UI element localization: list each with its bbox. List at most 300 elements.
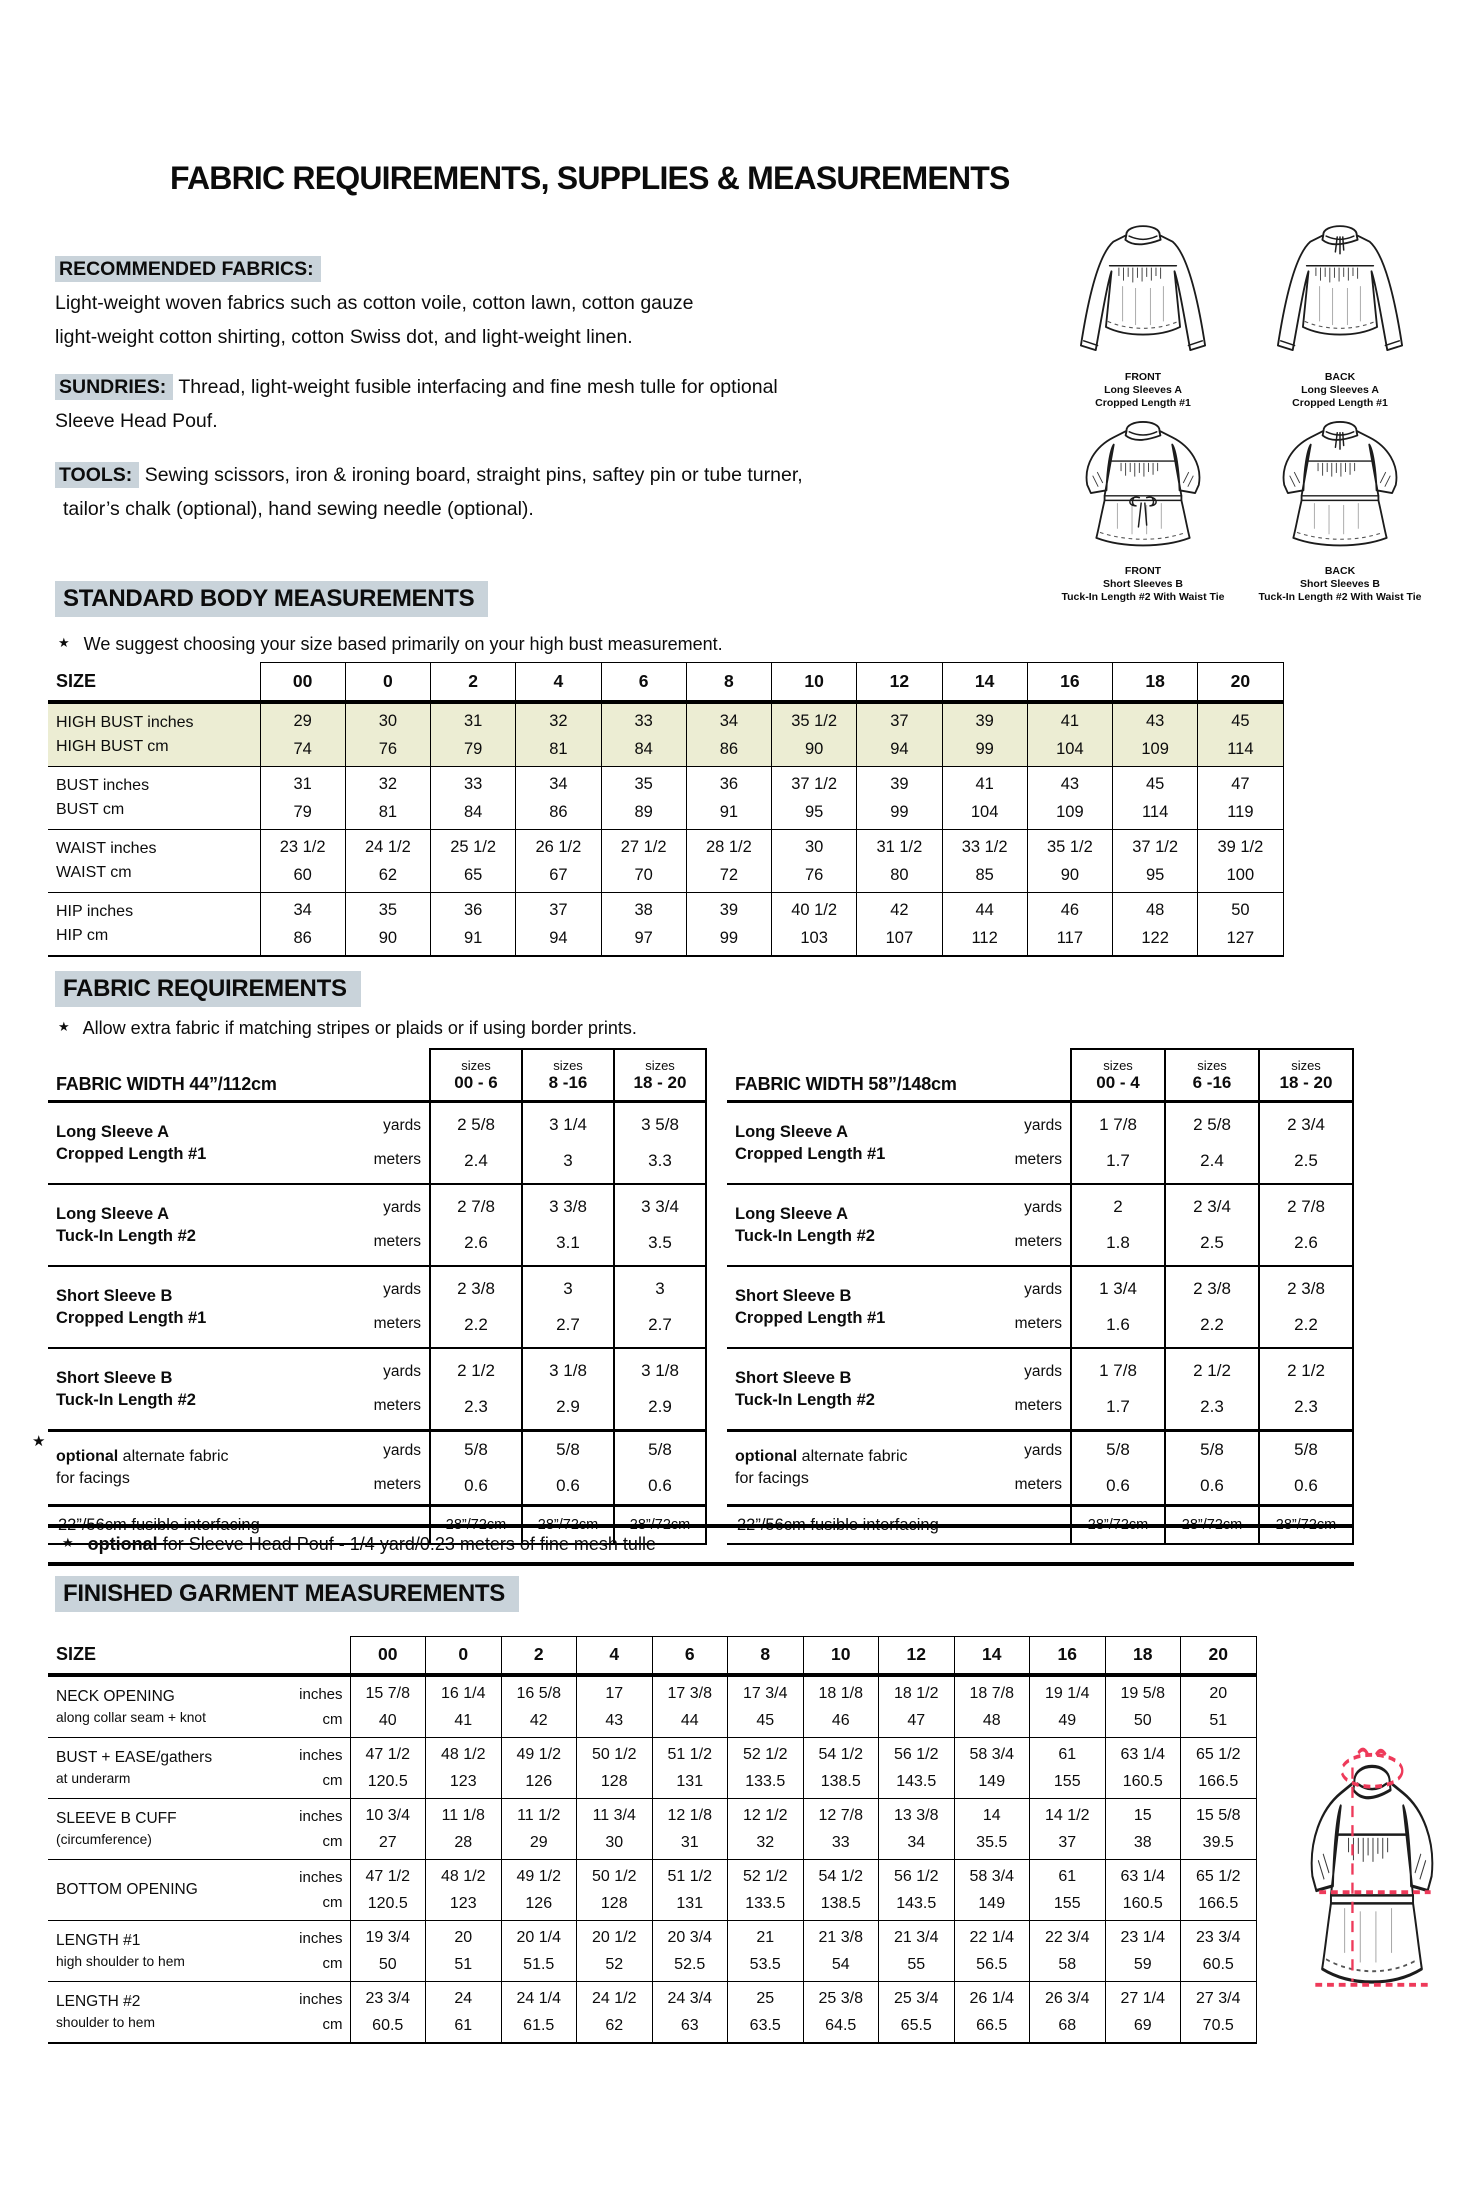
garment-value-cell: [1030, 1737, 1106, 1798]
garment-value-cell: [501, 1981, 577, 2043]
finished-garment-measurements-table: [48, 1636, 1257, 2044]
sketch-style-label: Short Sleeves B: [1300, 578, 1380, 590]
inches-value: 27 3/4: [1196, 1989, 1241, 2007]
size-header-cell: 20: [1181, 1637, 1257, 1675]
meters-value: 0.6: [556, 1476, 580, 1495]
fabric-value-cell: [614, 1431, 706, 1506]
interfacing-value: 28”/72cm: [1087, 1517, 1149, 1533]
cm-value: 104: [1056, 740, 1084, 758]
fabric-value-cell: [1259, 1184, 1353, 1266]
fabric-row-label: [48, 1431, 366, 1506]
inches-value: 37: [890, 712, 909, 730]
garment-row-label-line1: LENGTH #2: [56, 1992, 141, 2010]
cm-value: 91: [719, 803, 739, 821]
inches-value: 28 1/2: [705, 838, 752, 856]
meters-value: 3.3: [648, 1151, 672, 1170]
fabric-value-cell: [1071, 1184, 1165, 1266]
meters-value: 2.9: [648, 1397, 672, 1416]
garment-row-label-line2: high shoulder to hem: [56, 1953, 185, 1969]
meters-value: 2.2: [1294, 1315, 1318, 1334]
fabric-value-cell: [522, 1348, 614, 1431]
size-group-header-cell: [430, 1049, 522, 1102]
garment-value-cell: [1105, 1981, 1181, 2043]
cm-value: 155: [1053, 1772, 1081, 1790]
size-header-cell: 14: [942, 663, 1027, 703]
garment-value-cell: [577, 1675, 653, 1738]
cm-value: 117: [1056, 929, 1084, 947]
cm-value: 58: [1058, 1955, 1077, 1973]
cm-unit-label: cm: [322, 1832, 343, 1850]
garment-value-cell: [577, 1737, 653, 1798]
size-header-row: [48, 1637, 1256, 1675]
tools-block: [55, 458, 803, 526]
inches-value: 24: [454, 1989, 473, 2007]
garment-value-cell: [652, 1737, 728, 1798]
garment-value-cell: [652, 1859, 728, 1920]
cm-value: 86: [293, 929, 312, 947]
fabric-requirements-table: [727, 1048, 1354, 1545]
sketch-back-short-sleeves: [1240, 408, 1440, 604]
interfacing-value: 28”/72cm: [1275, 1517, 1337, 1533]
fabric-value-cell: [522, 1431, 614, 1506]
inches-value: 14: [982, 1806, 1001, 1824]
fabric-row: [727, 1184, 1353, 1266]
fabric-row-label: [727, 1102, 1007, 1185]
yards-unit-label: yards: [383, 1363, 421, 1380]
fabric-row-label-line2: Cropped Length #1: [56, 1309, 207, 1327]
meters-unit-label: meters: [1014, 1397, 1062, 1414]
inches-value: 20 1/4: [516, 1928, 561, 1946]
measurement-row: [48, 702, 1283, 767]
size-header-label: SIZE: [48, 663, 260, 703]
garment-value-cell: [803, 1859, 879, 1920]
interfacing-value: 28”/72cm: [537, 1517, 599, 1533]
cm-unit-label: cm: [322, 1893, 343, 1911]
unit-labels-cell: [254, 1859, 350, 1920]
garment-value-cell: [1105, 1798, 1181, 1859]
meters-unit-label: meters: [373, 1233, 421, 1250]
cm-value: 35.5: [976, 1833, 1008, 1851]
inches-value: 40 1/2: [791, 901, 838, 919]
fabric-value-cell: [1259, 1102, 1353, 1185]
cm-value: 70: [634, 866, 653, 884]
sketch-front-long-sleeves: [1043, 212, 1243, 410]
unit-labels-cell: [1007, 1266, 1071, 1348]
garment-row-label-line1: SLEEVE B CUFF: [56, 1809, 177, 1827]
garment-value-cell: [501, 1920, 577, 1981]
cm-value: 30: [605, 1833, 624, 1851]
fabric-value-cell: [1071, 1266, 1165, 1348]
measurement-value-cell: [601, 702, 686, 767]
garment-value-cell: [577, 1920, 653, 1981]
inches-value: 25 1/2: [450, 838, 497, 856]
fabric-row-label-line2: for facings: [56, 1470, 130, 1487]
cm-value: 90: [378, 929, 398, 947]
sundries-label: SUNDRIES:: [55, 374, 173, 400]
fabric-row-label-line2: for facings: [735, 1470, 809, 1487]
fabric-row-label-line2: Cropped Length #1: [735, 1309, 886, 1327]
meters-value: 1.6: [1106, 1315, 1130, 1334]
cm-value: 107: [885, 929, 914, 947]
cm-value: 55: [907, 1955, 926, 1973]
cm-value: 61: [454, 2016, 473, 2034]
garment-value-cell: [426, 1675, 502, 1738]
fabric-row-label: [48, 1348, 366, 1431]
cm-value: 65.5: [900, 2016, 932, 2034]
cm-value: 62: [378, 866, 398, 884]
fabric-row-label: [727, 1348, 1007, 1431]
size-group-label: 00 - 4: [1096, 1073, 1140, 1092]
fabric-value-cell: [1165, 1348, 1259, 1431]
size-header-cell: 0: [345, 663, 430, 703]
inches-value: 44: [975, 901, 994, 919]
fabric-row-label-line2: Cropped Length #1: [735, 1145, 886, 1163]
cm-value: 149: [978, 1772, 1006, 1790]
sundries-line1: Thread, light-weight fusible interfacing and fine mesh tulle for optional: [178, 376, 778, 398]
measurement-value-cell: [1113, 767, 1198, 830]
yards-value: 5/8: [1106, 1440, 1130, 1459]
unit-labels-cell: [1007, 1431, 1071, 1506]
sundries-line2: Sleeve Head Pouf.: [55, 410, 218, 432]
inches-value: 43: [1145, 712, 1165, 730]
inches-value: 22 3/4: [1045, 1928, 1090, 1946]
inches-value: 25 3/4: [894, 1989, 939, 2007]
cm-value: 63.5: [749, 2016, 781, 2034]
cm-value: 28: [454, 1833, 473, 1851]
yards-unit-label: yards: [1024, 1199, 1062, 1216]
label-cm-line: WAIST cm: [56, 864, 132, 881]
size-group-label: 8 -16: [548, 1073, 588, 1092]
inches-value: 16 1/4: [441, 1684, 486, 1702]
meters-value: 3: [563, 1151, 573, 1170]
cm-value: 95: [804, 803, 824, 821]
inches-value: 23 1/4: [1120, 1928, 1165, 1946]
measurement-value-cell: [516, 830, 601, 893]
cm-value: 133.5: [745, 1894, 786, 1912]
garment-value-cell: [803, 1920, 879, 1981]
inches-value: 24 1/2: [592, 1989, 637, 2007]
interfacing-label: 22”/56cm fusible interfacing: [48, 1506, 430, 1545]
yards-value: 2: [1113, 1197, 1123, 1216]
measurement-value-cell: [601, 830, 686, 893]
measurement-row-label: [48, 702, 260, 767]
fabric-row-label: [727, 1431, 1007, 1506]
inches-unit-label: inches: [299, 1990, 343, 2008]
cm-unit-label: cm: [322, 1954, 343, 1972]
tools-line1: Sewing scissors, iron & ironing board, straight pins, saftey pin or tube turner,: [144, 464, 803, 486]
size-header-cell: 16: [1027, 663, 1112, 703]
inches-value: 39: [975, 712, 994, 730]
garment-row-label-line2: along collar seam + knot: [56, 1709, 206, 1725]
measurement-value-cell: [686, 702, 771, 767]
fabric-requirements-note-text: Allow extra fabric if matching stripes or plaids or if using border prints.: [82, 1018, 637, 1038]
inches-unit-label: inches: [299, 1868, 343, 1886]
measurement-value-cell: [1027, 702, 1112, 767]
garment-row-label: [48, 1859, 254, 1920]
fabric-row-label-line2: Tuck-In Length #2: [735, 1227, 875, 1245]
meters-value: 2.3: [1294, 1397, 1318, 1416]
size-header-row: [48, 663, 1283, 703]
size-header-cell: 8: [728, 1637, 804, 1675]
cm-value: 27: [378, 1833, 397, 1851]
garment-value-cell: [879, 1859, 955, 1920]
inches-value: 41: [975, 775, 994, 793]
label-inches-line: HIP inches: [56, 903, 134, 920]
yards-value: 2 1/2: [1287, 1361, 1325, 1380]
cm-value: 52: [605, 1955, 624, 1973]
garment-value-cell: [1030, 1798, 1106, 1859]
unit-labels-cell: [366, 1348, 430, 1431]
garment-value-cell: [426, 1920, 502, 1981]
meters-value: 0.6: [1294, 1476, 1318, 1495]
inches-value: 46: [1060, 901, 1080, 919]
cm-value: 50: [1133, 1711, 1152, 1729]
unit-labels-cell: [366, 1266, 430, 1348]
fabric-value-cell: [614, 1266, 706, 1348]
cm-value: 51.5: [523, 1955, 555, 1973]
inches-value: 54 1/2: [818, 1867, 863, 1885]
garment-value-cell: [426, 1859, 502, 1920]
garment-row-label: [48, 1798, 254, 1859]
inches-unit-label: inches: [299, 1807, 343, 1825]
inches-value: 52 1/2: [743, 1867, 788, 1885]
cm-value: 47: [907, 1711, 926, 1729]
inches-value: 12 1/2: [743, 1806, 788, 1824]
cm-value: 123: [449, 1894, 477, 1912]
inches-value: 17: [605, 1684, 624, 1702]
garment-value-cell: [803, 1798, 879, 1859]
yards-unit-label: yards: [383, 1281, 421, 1298]
measurement-value-cell: [772, 893, 857, 957]
size-header-cell: 20: [1198, 663, 1283, 703]
garment-value-cell: [728, 1798, 804, 1859]
size-group-label: 18 - 20: [1279, 1073, 1333, 1092]
garment-row-label-line2: (circumference): [56, 1831, 152, 1847]
size-group-header-cell: [1071, 1049, 1165, 1102]
cm-value: 114: [1141, 803, 1169, 821]
garment-value-cell: [1105, 1859, 1181, 1920]
measurement-row-label: [48, 830, 260, 893]
measurement-value-cell: [772, 702, 857, 767]
standard-body-measurements-table: [48, 662, 1284, 957]
fabric-requirements-heading: FABRIC REQUIREMENTS: [55, 971, 361, 1007]
cm-value: 86: [549, 803, 568, 821]
size-header-cell: 14: [954, 1637, 1030, 1675]
cm-value: 46: [831, 1711, 850, 1729]
cm-value: 138.5: [820, 1772, 861, 1790]
cm-value: 126: [525, 1772, 553, 1790]
inches-value: 22 1/4: [969, 1928, 1014, 1946]
inches-value: 35: [634, 775, 653, 793]
measurement-value-cell: [1198, 767, 1283, 830]
inches-value: 48 1/2: [441, 1745, 486, 1763]
inches-value: 20 1/2: [592, 1928, 637, 1946]
garment-value-cell: [879, 1920, 955, 1981]
inches-value: 15 7/8: [365, 1684, 410, 1702]
meters-value: 2.6: [464, 1233, 488, 1252]
garment-value-cell: [577, 1798, 653, 1859]
yards-unit-label: yards: [1024, 1442, 1062, 1459]
label-cm-line: HIP cm: [56, 927, 109, 944]
inches-value: 51 1/2: [667, 1867, 712, 1885]
garment-value-cell: [879, 1675, 955, 1738]
measurement-value-cell: [1113, 893, 1198, 957]
measurement-value-cell: [345, 830, 430, 893]
yards-value: 3 1/8: [549, 1361, 587, 1380]
fabric-row-label-line1: Short Sleeve B: [735, 1369, 852, 1387]
inches-value: 58 3/4: [969, 1867, 1014, 1885]
yards-unit-label: yards: [383, 1199, 421, 1216]
inches-value: 35 1/2: [791, 712, 838, 730]
fabric-header-row: [727, 1049, 1353, 1102]
inches-value: 43: [1060, 775, 1080, 793]
inches-value: 45: [1231, 712, 1250, 730]
cm-value: 155: [1053, 1894, 1081, 1912]
size-group-header-cell: [614, 1049, 706, 1102]
size-group-label: 00 - 6: [454, 1073, 498, 1092]
inches-value: 15 5/8: [1196, 1806, 1241, 1824]
tulle-note-text: for Sleeve Head Pouf - 1/4 yard/0.23 meters of fine mesh tulle: [162, 1534, 656, 1554]
measurement-value-cell: [431, 893, 516, 957]
size-header-cell: 12: [857, 663, 942, 703]
yards-value: 3 3/4: [641, 1197, 679, 1216]
size-header-cell: 12: [879, 1637, 955, 1675]
interfacing-value: 28”/72cm: [445, 1517, 507, 1533]
inches-value: 15: [1133, 1806, 1152, 1824]
cm-value: 109: [1141, 740, 1169, 758]
cm-value: 109: [1056, 803, 1084, 821]
recommended-fabrics-block: [55, 252, 693, 354]
label-cm-line: HIGH BUST cm: [56, 738, 169, 755]
yards-value: 2 3/4: [1193, 1197, 1231, 1216]
garment-value-cell: [954, 1981, 1030, 2043]
inches-unit-label: inches: [299, 1746, 343, 1764]
meters-value: 2.3: [464, 1397, 488, 1416]
sketch-length-label: Cropped Length #1: [1292, 397, 1388, 409]
yards-value: 2 3/8: [1193, 1279, 1231, 1298]
measurement-value-cell: [942, 893, 1027, 957]
cm-value: 53.5: [749, 1955, 781, 1973]
fabric-row: [48, 1348, 706, 1431]
blouse-measurement-sketch: [1286, 1742, 1458, 2004]
cm-value: 76: [804, 866, 824, 884]
garment-value-cell: [501, 1675, 577, 1738]
cm-value: 39.5: [1202, 1833, 1234, 1851]
garment-value-cell: [501, 1859, 577, 1920]
inches-value: 33 1/2: [961, 838, 1008, 856]
inches-value: 13 3/8: [894, 1806, 939, 1824]
measurement-row-label: [48, 767, 260, 830]
inches-value: 63 1/4: [1120, 1745, 1165, 1763]
body-measurements-table: [48, 662, 1284, 957]
garment-value-cell: [879, 1737, 955, 1798]
fabric-row-label-line2: Tuck-In Length #2: [56, 1391, 196, 1409]
inches-value: 17 3/8: [667, 1684, 712, 1702]
garment-row-label-line2: at underarm: [56, 1770, 131, 1786]
fabric-value-cell: [522, 1102, 614, 1185]
meters-value: 1.8: [1106, 1233, 1130, 1252]
garment-value-cell: [350, 1675, 426, 1738]
inches-value: 65 1/2: [1196, 1867, 1241, 1885]
size-group-label: 6 -16: [1192, 1073, 1232, 1092]
inches-value: 37: [549, 901, 568, 919]
garment-value-cell: [426, 1798, 502, 1859]
cm-value: 60.5: [1202, 1955, 1234, 1973]
sketch-length-label: Tuck-In Length #2 With Waist Tie: [1258, 591, 1422, 603]
meters-value: 0.6: [1106, 1476, 1130, 1495]
yards-value: 5/8: [1294, 1440, 1318, 1459]
cm-value: 149: [978, 1894, 1006, 1912]
inches-value: 39: [719, 901, 739, 919]
cm-value: 128: [600, 1894, 628, 1912]
cm-value: 52.5: [674, 1955, 706, 1973]
fabric-value-cell: [1071, 1102, 1165, 1185]
fabric-row-label-line2: Tuck-In Length #2: [56, 1227, 196, 1245]
unit-labels-cell: [254, 1798, 350, 1859]
inches-value: 33: [463, 775, 483, 793]
inches-value: 10 3/4: [365, 1806, 410, 1824]
optional-word: optional: [56, 1448, 119, 1465]
inches-value: 32: [549, 712, 568, 730]
inches-value: 35 1/2: [1046, 838, 1093, 856]
fabric-row-label-line1: optional alternate fabric: [735, 1448, 908, 1465]
garment-value-cell: [1030, 1920, 1106, 1981]
garment-value-cell: [350, 1981, 426, 2043]
inches-value: 26 1/4: [969, 1989, 1014, 2007]
tools-line2: tailor’s chalk (optional), hand sewing needle (optional).: [63, 498, 534, 520]
cm-value: 64.5: [825, 2016, 857, 2034]
fabric-value-cell: [614, 1184, 706, 1266]
cm-value: 143.5: [896, 1772, 937, 1790]
size-group-header-cell: [522, 1049, 614, 1102]
finished-garment-heading: FINISHED GARMENT MEASUREMENTS: [55, 1576, 519, 1612]
size-header-cell: 2: [431, 663, 516, 703]
inches-value: 37 1/2: [1132, 838, 1179, 856]
garment-value-cell: [1181, 1675, 1257, 1738]
measurement-value-cell: [601, 893, 686, 957]
fabric-value-cell: [430, 1266, 522, 1348]
garment-value-cell: [652, 1675, 728, 1738]
fabric-value-cell: [430, 1102, 522, 1185]
garment-value-cell: [350, 1920, 426, 1981]
inches-value: 37 1/2: [791, 775, 838, 793]
size-header-cell: 4: [577, 1637, 653, 1675]
inches-value: 63 1/4: [1120, 1867, 1165, 1885]
garment-value-cell: [879, 1798, 955, 1859]
garment-value-cell: [954, 1798, 1030, 1859]
inches-value: 12 7/8: [818, 1806, 863, 1824]
inches-value: 19 3/4: [365, 1928, 410, 1946]
star-icon: ★: [32, 1433, 46, 1450]
interfacing-value: 28”/72cm: [1181, 1517, 1243, 1533]
cm-value: 76: [378, 740, 398, 758]
cm-value: 99: [975, 740, 994, 758]
fabric-value-cell: [430, 1184, 522, 1266]
measurement-value-cell: [772, 767, 857, 830]
fabric-width-label: FABRIC WIDTH 58”/148cm: [727, 1049, 1071, 1102]
measurement-value-cell: [345, 702, 430, 767]
cm-value: 74: [293, 740, 312, 758]
yards-value: 5/8: [464, 1440, 488, 1459]
measurement-row: [48, 767, 1283, 830]
garment-value-cell: [954, 1920, 1030, 1981]
inches-value: 32: [378, 775, 398, 793]
measurement-diagram: [1286, 1742, 1458, 2009]
yards-value: 2 3/4: [1287, 1115, 1325, 1134]
inches-value: 33: [634, 712, 653, 730]
garment-value-cell: [652, 1798, 728, 1859]
cm-value: 90: [1060, 866, 1080, 884]
